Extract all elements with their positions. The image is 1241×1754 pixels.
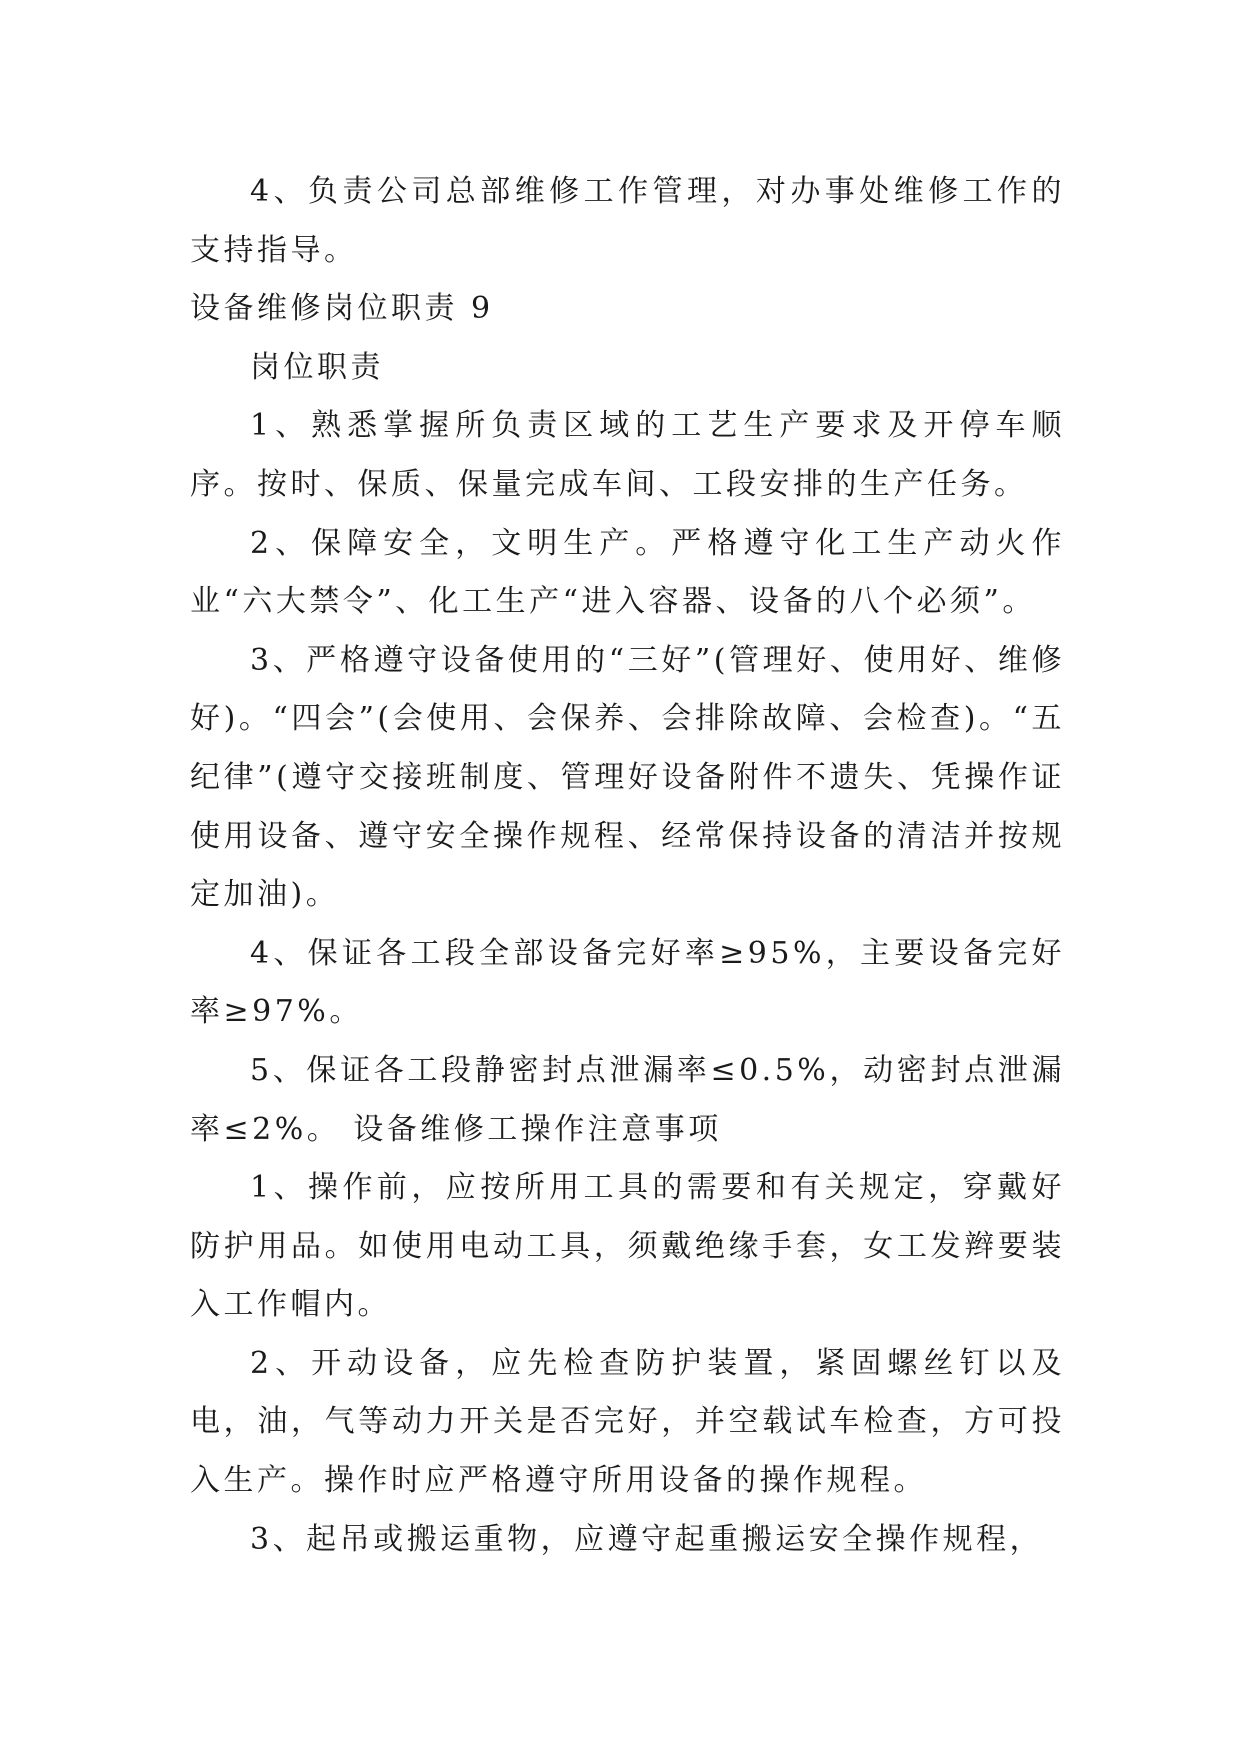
paragraph-duty-4: 4、负责公司总部维修工作管理，对办事处维修工作的支持指导。 <box>190 174 1065 268</box>
paragraph-duty-2: 2、保障安全，文明生产。严格遵守化工生产动火作业“六大禁令”、化工生产“进入容器、设备的八个必须”。 <box>190 525 1065 620</box>
document-body <box>190 163 1065 1569</box>
paragraph-duty-4b: 4、保证各工段全部设备完好率≥95%，主要设备完好率≥97%。 <box>190 935 1065 1030</box>
subheading-duties: 岗位职责 <box>250 349 384 385</box>
paragraph-caution-2: 2、开动设备，应先检查防护装置，紧固螺丝钉以及电，油，气等动力开关是否完好，并空载试车检查，方可投入生产。操作时应严格遵守所用设备的操作规程。 <box>190 1345 1065 1499</box>
section-heading: 设备维修岗位职责 9 <box>190 291 494 327</box>
paragraph-duty-1: 1、熟悉掌握所负责区域的工艺生产要求及开停车顺序。按时、保质、保量完成车间、工段安排的生产任务。 <box>190 408 1065 502</box>
paragraph-caution-1: 1、操作前，应按所用工具的需要和有关规定，穿戴好防护用品。如使用电动工具，须戴绝缘手套，女工发辫要装入工作帽内。 <box>190 1170 1065 1323</box>
paragraph-duty-5: 5、保证各工段静密封点泄漏率≤0.5%，动密封点泄漏率≤2%。 设备维修工操作注意事项 <box>190 1052 1065 1147</box>
paragraph-caution-3: 3、起吊或搬运重物，应遵守起重搬运安全操作规程， <box>250 1521 1044 1557</box>
paragraph-duty-3: 3、严格遵守设备使用的“三好”(管理好、使用好、维修好)。“四会”(会使用、会保养、会排除故障、会检查)。“五纪律”(遵守交接班制度、管理好设备附件不遗失、凭操作证使用设备、遵守安全操作规程、经常保持设备的清洁并按规定加油)。 <box>190 642 1065 913</box>
